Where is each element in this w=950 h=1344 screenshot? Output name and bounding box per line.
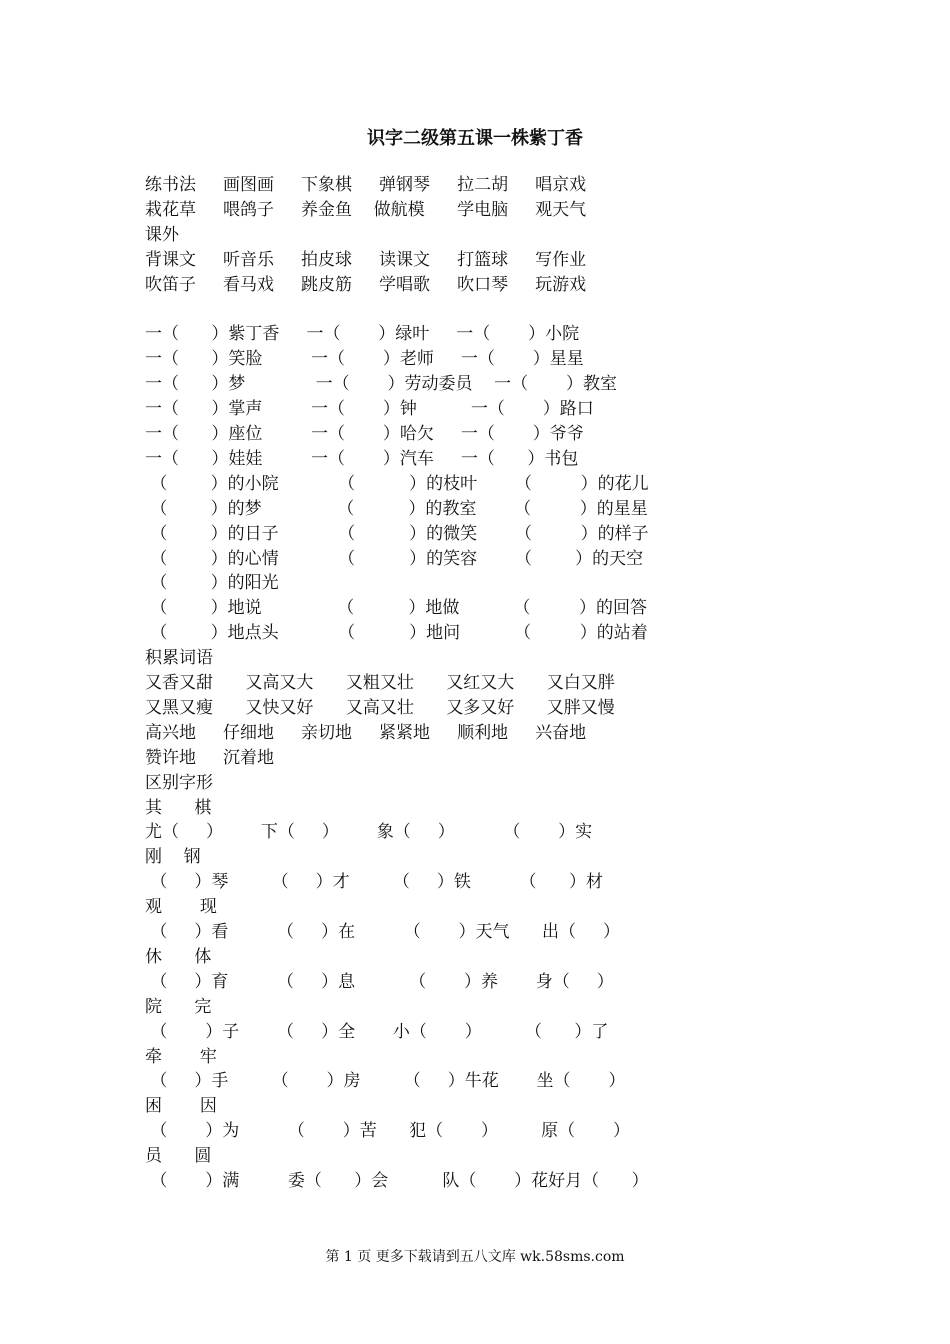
text-line: 员 圆: [145, 1146, 212, 1167]
text-line: 困 因: [145, 1096, 217, 1117]
text-line: 观 现: [145, 897, 217, 918]
text-line: （ ）地点头 （ ）地问 （ ）的站着: [145, 623, 648, 644]
text-line: （ ）的日子 （ ）的微笑 （ ）的样子: [145, 523, 649, 544]
text-line: 背课文 听音乐 拍皮球 读课文 打篮球 写作业: [145, 249, 587, 270]
text-line: 院 完: [145, 996, 212, 1017]
text-line: 赞许地 沉着地: [145, 747, 275, 768]
text-line: 一（ ）紫丁香 一（ ）绿叶 一（ ）小院: [145, 324, 580, 345]
text-line: 休 体: [145, 946, 212, 967]
text-line: （ ）满 委（ ）会 队（ ）花好月（ ）: [145, 1171, 649, 1191]
text-line: 高兴地 仔细地 亲切地 紧紧地 顺利地 兴奋地: [145, 722, 587, 743]
text-line: 一（ ）娃娃 一（ ）汽车 一（ ）书包: [145, 448, 579, 469]
text-line: （ ）子 （ ）全 小（ ） （ ）了: [145, 1021, 609, 1042]
text-line: （ ）的心情 （ ）的笑容 （ ）的天空: [145, 548, 644, 569]
text-line: 牵 牢: [145, 1046, 217, 1067]
text-line: 吹笛子 看马戏 跳皮筋 学唱歌 吹口琴 玩游戏: [145, 274, 587, 295]
text-line: （ ）的小院 （ ）的枝叶 （ ）的花儿: [145, 473, 649, 494]
text-line: 一（ ）座位 一（ ）哈欠 一（ ）爷爷: [145, 424, 584, 444]
text-line: 尤（ ） 下（ ） 象（ ） （ ）实: [145, 822, 593, 843]
text-line: 一（ ）掌声 一（ ）钟 一（ ）路口: [145, 399, 594, 420]
text-line: 练书法 画图画 下象棋 弹钢琴 拉二胡 唱京戏: [145, 175, 587, 195]
text-line: （ ）琴 （ ）才 （ ）铁 （ ）材: [145, 872, 603, 893]
text-line: 刚 钢: [145, 847, 201, 868]
text-line: 一（ ）笑脸 一（ ）老师 一（ ）星星: [145, 349, 584, 370]
page-footer: 第 1 页 更多下载请到五八文库 wk.58sms.com: [325, 1249, 625, 1265]
text-line: （ ）地说 （ ）地做 （ ）的回答: [145, 598, 647, 619]
text-line: （ ）的阳光: [145, 573, 279, 594]
text-line: 栽花草 喂鸽子 养金鱼 做航模 学电脑 观天气: [145, 199, 587, 220]
text-line: （ ）手 （ ）房 （ ）牛花 坐（ ）: [145, 1071, 626, 1092]
text-line: 一（ ）梦 一（ ）劳动委员 一（ ）教室: [145, 374, 617, 395]
text-line: （ ）育 （ ）息 （ ）养 身（ ）: [145, 971, 614, 992]
text-line: 课外: [145, 224, 179, 245]
text-line: （ ）的梦 （ ）的教室 （ ）的星星: [145, 498, 648, 519]
text-line: （ ）为 （ ）苦 犯（ ） 原（ ）: [145, 1121, 630, 1142]
text-line: 又黑又瘦 又快又好 又高又壮 又多又好 又胖又慢: [145, 697, 615, 718]
text-line: 又香又甜 又高又大 又粗又壮 又红又大 又白又胖: [145, 673, 615, 693]
document-title: 识字二级第五课一株紫丁香: [367, 128, 583, 149]
text-line: 其 棋: [145, 797, 212, 818]
text-line: 区别字形: [145, 772, 213, 793]
text-line: 积累词语: [145, 648, 213, 669]
text-line: （ ）看 （ ）在 （ ）天气 出（ ）: [145, 922, 620, 942]
